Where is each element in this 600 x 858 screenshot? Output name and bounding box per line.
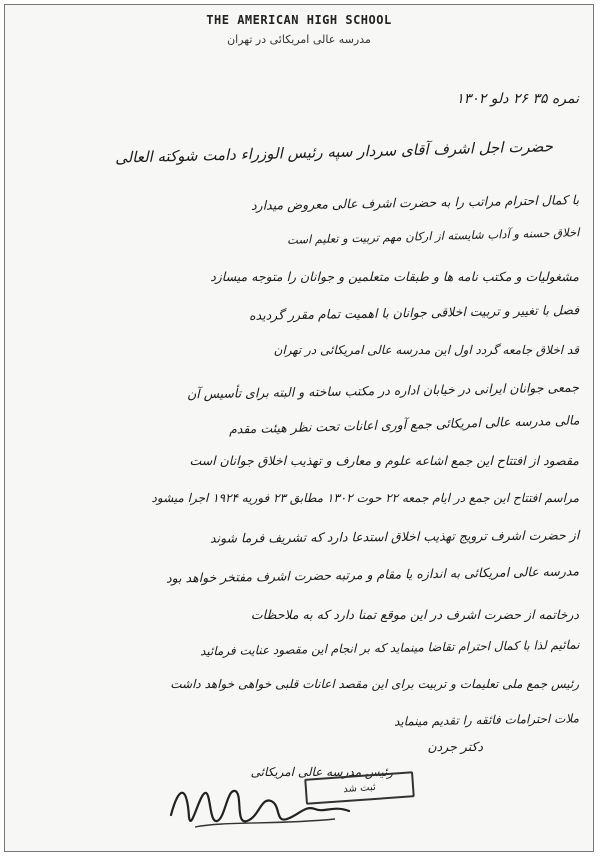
letter-signer-position: رئیس مدرسه عالی امریکائی (250, 765, 393, 779)
body-line: جمعی جوانان ایرانی در خیابان اداره در مکتب ساخته و البته برای تأسیس آن (186, 379, 580, 402)
body-line: از حضرت اشرف ترویج تهذیب اخلاق استدعا دارد که تشریف فرما شوند (209, 527, 580, 546)
letter-page (4, 4, 594, 852)
body-line: درخاتمه از حضرت اشرف در این موقع تمنا دارد که به ملاحظات (250, 607, 579, 622)
body-line: با کمال احترام مراتب را به حضرت اشرف عالی معروض میدارد (250, 192, 580, 213)
body-line: مراسم افتتاح این جمع در ایام جمعه ۲۲ حوت ۱۳۰۲ مطابق ۲۳ فوریه ۱۹۲۴ اجرا میشود (151, 491, 579, 505)
letter-closing-name: دکتر جردن (427, 739, 483, 754)
body-line: قد اخلاق جامعه گردد اول این مدرسه عالی امریکائی در تهران (273, 343, 579, 357)
letter-salutation: حضرت اجل اشرف آقای سردار سپه رئیس الوزراء دامت شوکته العالی (114, 137, 554, 167)
body-line: رئیس جمع ملی تعلیمات و تربیت برای این مقصد اعانات قلبی خواهی خواهد داشت (170, 677, 579, 691)
body-line: مدرسه عالی امریکائی به اندازه یا مقام و مرتبه حضرت اشرف مفتخر خواهد بود (165, 563, 580, 586)
body-line: مالی مدرسه عالی امریکائی جمع آوری اعانات تحت نظر هیئت مقدم (228, 412, 580, 437)
body-line: ملات احترامات فائقه را تقدیم مینماید (393, 711, 580, 729)
registration-stamp: ثبت شد (304, 771, 415, 805)
body-line: مقصود از افتتاح این جمع اشاعه علوم و معارف و تهذیب اخلاق جوانان است (189, 453, 579, 468)
letterhead-school-name-en: THE AMERICAN HIGH SCHOOL (206, 13, 392, 27)
letter-date: نمره ۳۵ ۲۶ دلو ۱۳۰۲ (456, 91, 579, 107)
body-line: نمائیم لذا با کمال احترام تقاضا مینماید که بر انجام این مقصود عنایت فرمائید (199, 637, 580, 659)
body-line: مشغولیات و مکتب نامه ها و طبقات متعلمین و جوانان را متوجه میسازد (210, 269, 579, 284)
handwritten-signature (165, 775, 355, 835)
body-line: اخلاق حسنه و آداب شایسته از ارکان مهم تربیت و تعلیم است (286, 225, 580, 247)
body-line: فصل با تغییر و تربیت اخلاقی جوانان با اهمیت تمام مقرر گردیده (248, 302, 580, 323)
letterhead-school-name-fa: مدرسه عالی امریکائی در تهران (227, 33, 371, 46)
